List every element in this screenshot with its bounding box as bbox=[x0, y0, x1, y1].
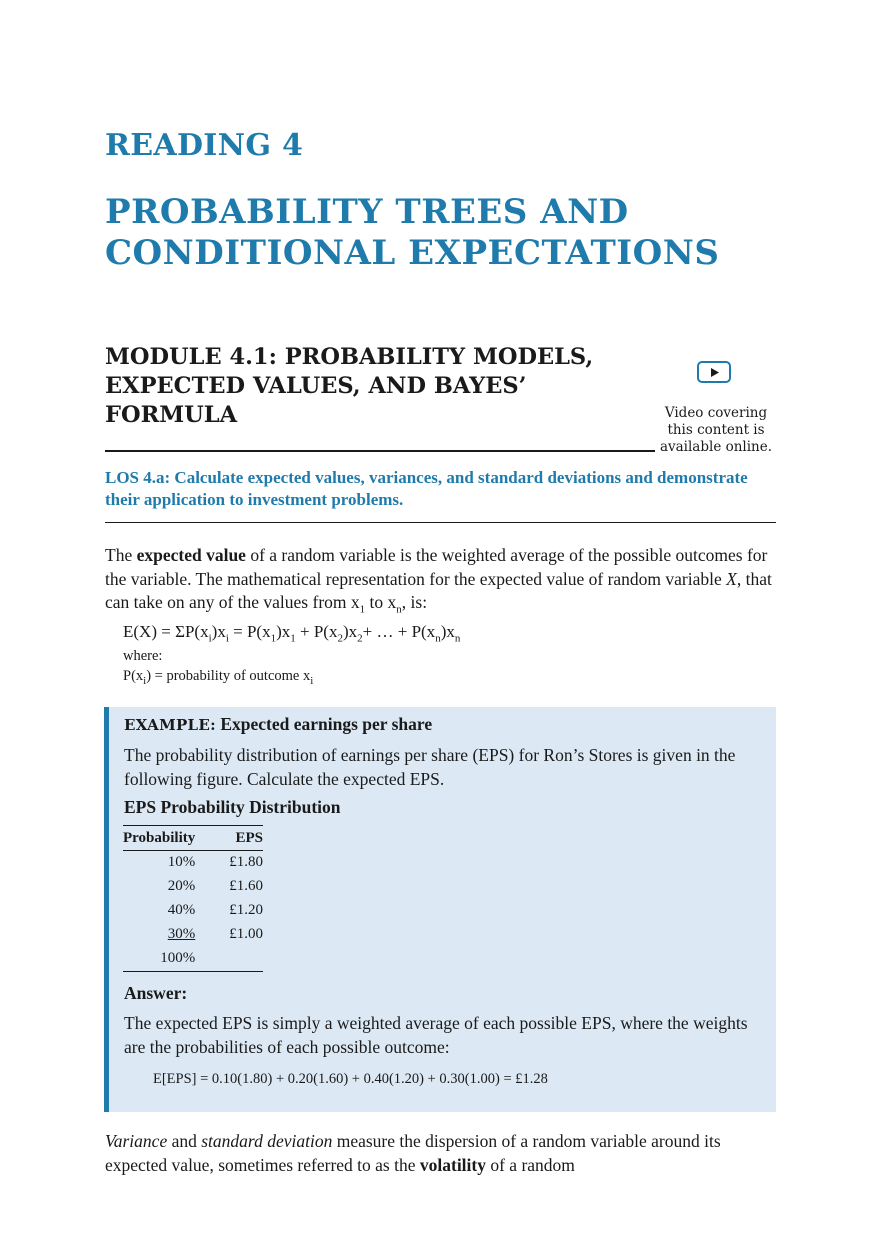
eps-cell: £1.20 bbox=[229, 901, 263, 918]
formula-where: where: bbox=[123, 648, 163, 664]
probability-cell: 10% bbox=[167, 853, 196, 870]
eps-cell: £1.60 bbox=[229, 877, 263, 894]
term-expected-value: expected value bbox=[136, 545, 246, 565]
probability-total: 100% bbox=[123, 947, 195, 972]
los-statement: LOS 4.a: Calculate expected values, variances, and standard deviations and demonstrate their application to investment problems. bbox=[105, 468, 748, 509]
module-divider bbox=[105, 450, 655, 452]
video-note: Video covering this content is available online. bbox=[659, 405, 773, 455]
table-row bbox=[123, 899, 263, 923]
example-box bbox=[104, 707, 776, 1112]
table-header-eps: EPS bbox=[195, 826, 263, 851]
intro-paragraph: The expected value of a random variable is the weighted average of the possible outcomes for the variable. The mathematical representation for the expected value of random variable X, that can take on any of the values from $x_1$ to $x_n$, is: bbox=[105, 545, 772, 616]
example-label: EXAMPLE: bbox=[124, 716, 216, 734]
los-divider bbox=[105, 522, 776, 523]
probability-cell: 20% bbox=[167, 877, 196, 894]
expected-value-formula: $E(X) = \Sigma P(x_i)x_i = P(x_1)x_1 + P(x_2)x_2+$ … + $P(x_n)x_n$ bbox=[123, 622, 461, 645]
formula-definition: $P(x_i)$ = probability of outcome $x_i$ bbox=[123, 668, 314, 687]
eps-cell: £1.80 bbox=[229, 853, 263, 870]
answer-text: The expected EPS is simply a weighted average of each possible EPS, where the weights are the probabilities of each possible outcome: bbox=[124, 1013, 748, 1057]
answer-equation: E[EPS] = 0.10(1.80) + 0.20(1.60) + 0.40(1.20) + 0.30(1.00) = £1.28 bbox=[153, 1071, 548, 1087]
example-title: Expected earnings per share bbox=[220, 714, 433, 734]
table-title: EPS Probability Distribution bbox=[124, 797, 341, 817]
eps-table bbox=[123, 825, 263, 972]
module-title: MODULE 4.1: PROBABILITY MODELS, EXPECTED VALUES, AND BAYES’ FORMULA bbox=[105, 344, 594, 428]
reading-title: PROBABILITY TREES AND CONDITIONAL EXPECTATIONS bbox=[105, 192, 720, 273]
video-play-icon[interactable] bbox=[697, 361, 731, 383]
example-heading bbox=[124, 714, 432, 735]
probability-cell: 40% bbox=[167, 901, 196, 918]
reading-label: READING 4 bbox=[105, 128, 304, 163]
term-volatility: volatility bbox=[419, 1154, 486, 1175]
term-variance: Variance bbox=[105, 1131, 168, 1151]
table-header-probability: Probability bbox=[123, 826, 195, 851]
example-text: The probability distribution of earnings per share (EPS) for Ron’s Stores is given in the following figure. Calculate the expected EPS. bbox=[124, 745, 736, 789]
closing-paragraph: Variance and standard deviation measure the dispersion of a random variable around its expected value, sometimes referred to as the volatility of a random bbox=[105, 1131, 721, 1175]
table-total-row bbox=[123, 947, 263, 972]
term-standard-deviation: standard deviation bbox=[201, 1131, 333, 1151]
table-row bbox=[123, 875, 263, 899]
table-row bbox=[123, 923, 263, 947]
eps-cell: £1.00 bbox=[229, 925, 263, 942]
table-row bbox=[123, 851, 263, 876]
probability-cell: 30% bbox=[167, 925, 196, 942]
answer-label: Answer: bbox=[124, 983, 188, 1003]
